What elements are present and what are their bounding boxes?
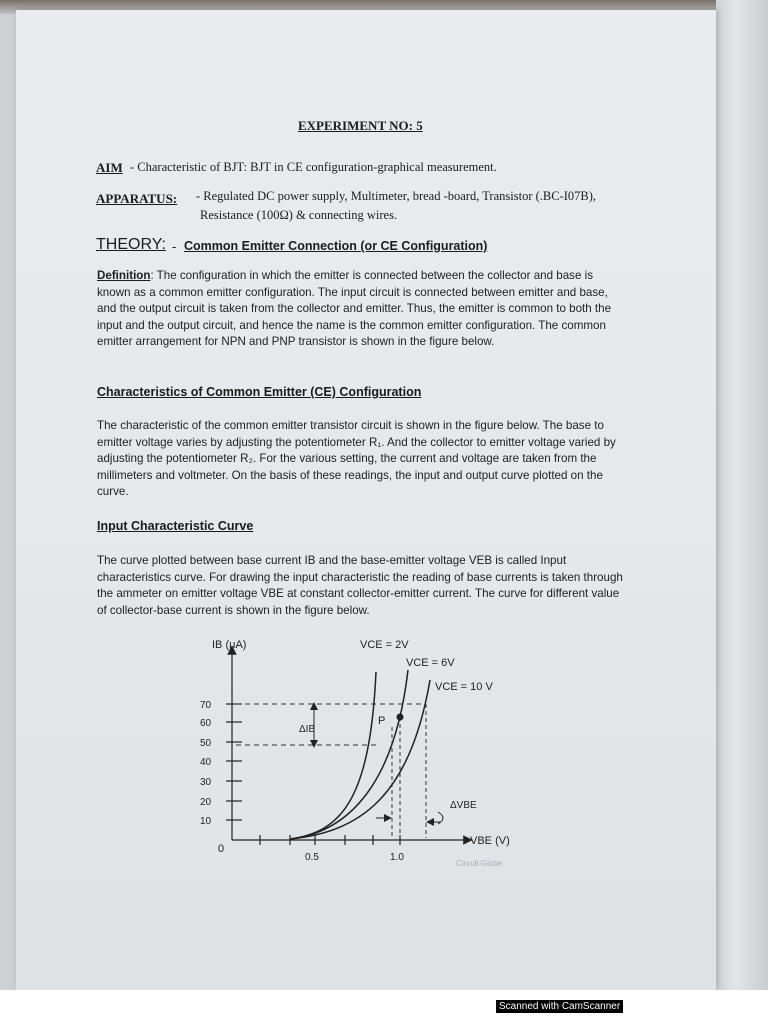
y-tick-30: 30: [200, 777, 212, 788]
y-tick-10: 10: [200, 816, 212, 827]
aim-label: AIM: [96, 160, 123, 175]
delta-vbe-label: ΔVBE: [450, 800, 477, 811]
theory-heading: Common Emitter Connection (or CE Configuration): [184, 239, 488, 253]
y-tick-70: 70: [200, 700, 212, 711]
apparatus-label: APPARATUS:: [96, 191, 178, 206]
input-curve-heading: Input Characteristic Curve: [97, 519, 254, 533]
apparatus-text-line1: - Regulated DC power supply, Multimeter, bread -board, Transistor (.BC-I07B),: [196, 189, 597, 203]
definition-text: : The configuration in which the emitter is connected between the collector and base is known as a common emitter configuration. The input circuit is connected between emitter and base, and the output circuit is taken from the collector and emitter. Thus, the emitter is common to both the input and the output circuit, and hence the name is the common emitter configuration. The common emitter arrangement for NPN and PNP transistor is shown in the figure below.: [97, 269, 612, 348]
y-tick-50: 50: [200, 738, 212, 749]
x-tick-1-0: 1.0: [390, 852, 404, 863]
curve-label-vce-6v: VCE = 6V: [406, 657, 455, 669]
sheet-stack-edge: [716, 0, 768, 990]
y-ticks: [226, 704, 242, 820]
x-axis-label: VBE (V): [470, 835, 510, 847]
y-tick-40: 40: [200, 757, 212, 768]
x-tick-0-5: 0.5: [305, 852, 319, 863]
origin-label: 0: [218, 843, 225, 855]
aim-text: - Characteristic of BJT: BJT in CE configuration-graphical measurement.: [130, 160, 497, 174]
delta-ib-label: ΔIB: [299, 724, 316, 735]
characteristics-heading: Characteristics of Common Emitter (CE) Configuration: [97, 385, 422, 399]
y-tick-20: 20: [200, 797, 212, 808]
point-p: [397, 714, 404, 721]
point-p-label: P: [378, 715, 386, 727]
experiment-title: EXPERIMENT NO: 5: [298, 118, 423, 133]
apparatus-text-line2: Resistance (100Ω) & connecting wires.: [200, 208, 398, 222]
watermark-text: Circuit Globe: [456, 859, 503, 868]
y-tick-60: 60: [200, 718, 212, 729]
definition-label: Definition: [97, 269, 151, 282]
characteristics-paragraph: The characteristic of the common emitter transistor circuit is shown in the figure below. The base to emitter voltage varies by adjusting the potentiometer R₁. And the collector to emitter voltage varied by adjusting the potentiometer R₂. For the various setting, the current and voltage are taken from the millimeters and voltmeter. On the basis of these readings, the input and output curve plotted on the curve.: [97, 419, 616, 498]
theory-label: THEORY:: [96, 236, 166, 253]
theory-dash: -: [172, 239, 177, 254]
curve-vce-6v: [290, 670, 408, 839]
input-curve-paragraph: The curve plotted between base current IB and the base-emitter voltage VEB is called Input characteristics curve. For drawing the input characteristic the reading of base currents is taken through the ammeter on emitter voltage VBE at constant collector-emitter current. The curve for different value of collector-base current is shown in the figure below.: [97, 554, 623, 617]
curve-label-vce-2v: VCE = 2V: [360, 639, 409, 651]
y-axis-label: IB (μA): [212, 639, 247, 651]
definition-paragraph: [97, 268, 627, 351]
curve-label-vce-10v: VCE = 10 V: [435, 681, 493, 693]
scanner-badge: Scanned with CamScanner: [496, 1000, 623, 1013]
input-characteristic-figure: [190, 632, 540, 872]
